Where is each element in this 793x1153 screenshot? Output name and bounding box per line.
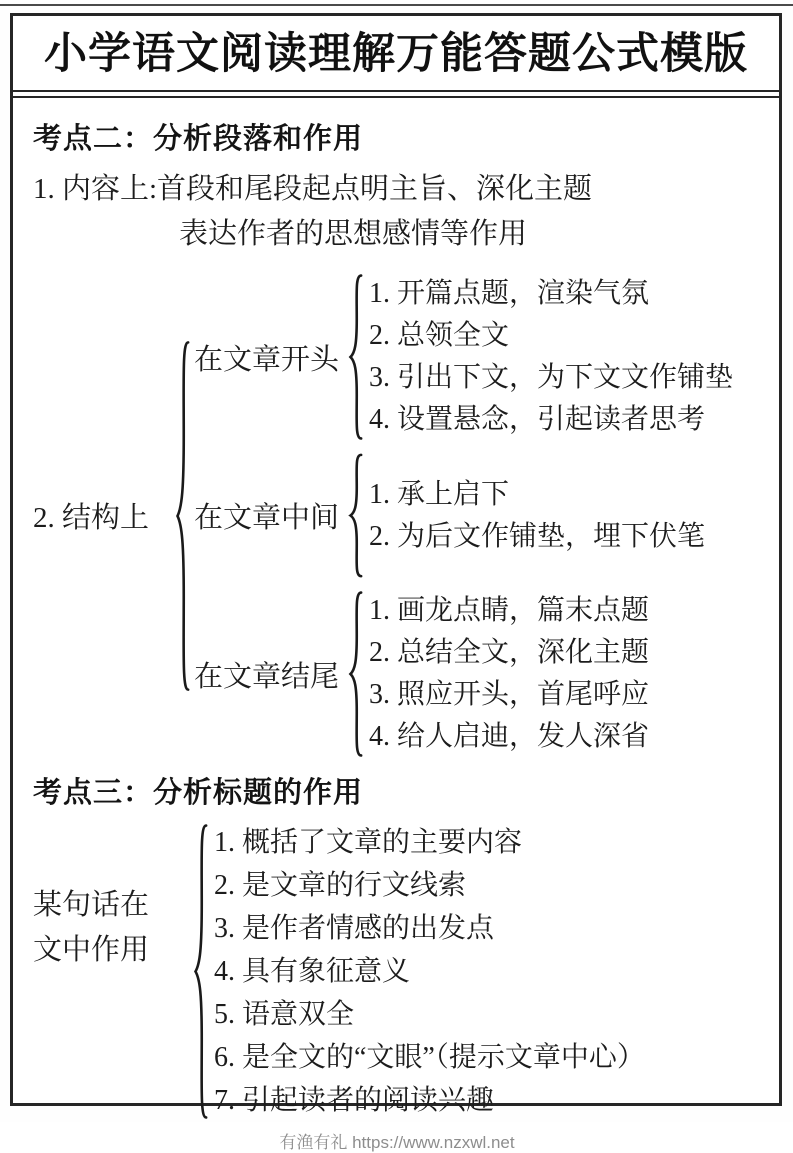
tree-item: 2. 总结全文，深化主题	[369, 637, 650, 668]
curly-brace-icon	[348, 273, 363, 441]
tree-item: 7. 引起读者的阅读兴趣	[214, 1085, 495, 1116]
tree-item: 2. 为后文作铺垫，埋下伏笔	[369, 520, 706, 552]
tree-item: 1. 承上启下	[369, 478, 510, 510]
group-label: 在文章开头	[194, 343, 340, 376]
curly-brace-icon	[348, 590, 363, 758]
section2-content-line2: 表达作者的思想感情等作用	[179, 218, 528, 250]
group-article-beginning	[194, 273, 733, 441]
group-items	[369, 474, 705, 558]
tree-item: 4. 具有象征意义	[214, 956, 411, 987]
title-bar	[13, 16, 779, 90]
tree-item: 1. 开篇点题，渲染气氛	[369, 278, 650, 309]
watermark-footer: 有渔有礼 https://www.nzxwl.net	[279, 1133, 515, 1152]
title-function-items	[214, 821, 645, 1122]
tree-item: 2. 总领全文	[369, 320, 510, 351]
sentence-function-label	[33, 883, 191, 973]
tree-item: 3. 照应开头，首尾呼应	[369, 679, 650, 710]
tree-item: 5. 语意双全	[214, 999, 355, 1030]
group-article-ending	[194, 590, 733, 758]
curly-brace-icon	[348, 453, 363, 578]
group-items	[369, 273, 733, 441]
group-article-middle	[194, 453, 733, 578]
tree-item: 3. 是作者情感的出发点	[214, 913, 495, 944]
group-label: 在文章中间	[194, 502, 340, 534]
structure-tree	[33, 267, 761, 764]
section2-content-line1: 1. 内容上:首段和尾段起点明主旨、深化主题	[33, 173, 593, 205]
section3-heading: 考点三：分析标题的作用	[33, 777, 364, 809]
tree-item: 2. 是文章的行文线索	[214, 870, 467, 901]
curly-brace-icon	[175, 337, 190, 695]
title-function-tree	[33, 821, 761, 1122]
tree-item: 4. 设置悬念，引起读者思考	[369, 404, 706, 435]
structure-groups	[194, 267, 733, 764]
group-items	[369, 590, 649, 758]
group-label: 在文章结尾	[194, 660, 340, 693]
tree-item: 1. 概括了文章的主要内容	[214, 827, 523, 858]
page-frame	[10, 13, 782, 1152]
sentence-function-label-line1: 某句话在	[33, 888, 150, 921]
sentence-function-label-line2: 文中作用	[33, 933, 150, 966]
section2-heading: 考点二：分析段落和作用	[33, 123, 364, 155]
scan-edge-line	[0, 4, 793, 6]
page-title: 小学语文阅读理解万能答题公式模版	[44, 30, 748, 78]
curly-brace-icon	[193, 821, 208, 1122]
tree-item: 4. 给人启迪，发人深省	[369, 721, 650, 752]
tree-item: 3. 引出下文，为下文文作铺垫	[369, 362, 734, 393]
tree-item: 1. 画龙点睛，篇末点题	[369, 595, 650, 626]
content-area	[13, 98, 779, 1153]
tree-item: 6. 是全文的“文眼”（提示文章中心）	[214, 1042, 645, 1073]
structure-root-label: 2. 结构上	[33, 502, 150, 534]
title-divider	[13, 90, 779, 98]
